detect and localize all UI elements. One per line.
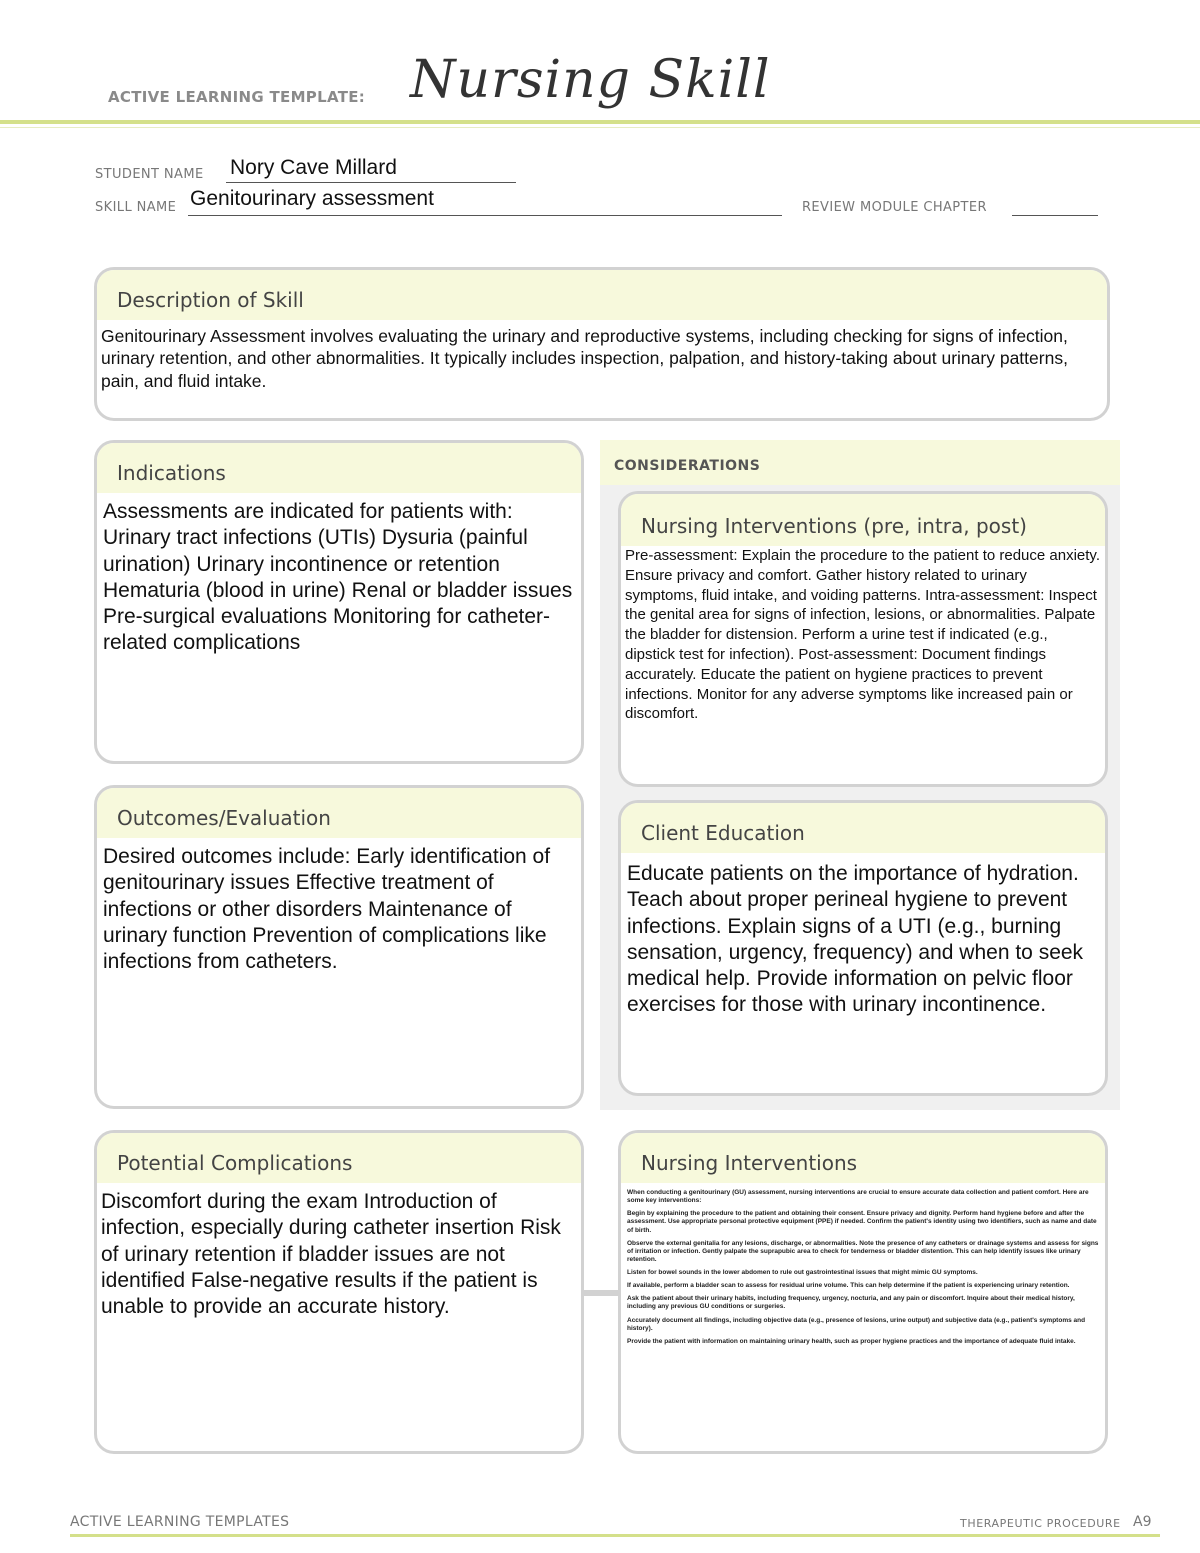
nursing-interventions-paragraph: Begin by explaining the procedure to the patient and obtaining their consent. Ensure privacy and dignity. Perform hand hygiene before and after the assessment. Use appropriate personal protective equipment (PPE) if needed. Confirm the patient's identity using two identifiers, such as name and date of birth.: [627, 1210, 1097, 1234]
nursing-interventions-prepost-box: [618, 491, 1108, 787]
complications-text: Discomfort during the exam Introduction of infection, especially during catheter insertion Risk of urinary retention if bladder issues are not identified False-negative results if the patient is unable to provide an accurate history.: [101, 1190, 561, 1318]
complications-box: [94, 1130, 584, 1454]
description-heading: Description of Skill: [97, 270, 1107, 320]
nursing-interventions-paragraph: If available, perform a bladder scan to assess for residual urine volume. This can help determine if the patient is experiencing urinary retention.: [627, 1282, 1070, 1290]
header-rule-thin: [0, 127, 1200, 128]
student-name-label: STUDENT NAME: [95, 167, 204, 182]
footer-rule: [70, 1534, 1160, 1537]
considerations-heading: CONSIDERATIONS: [614, 458, 761, 474]
outcomes-heading: Outcomes/Evaluation: [97, 788, 581, 838]
nursing-interventions-paragraph: Observe the external genitalia for any lesions, discharge, or abnormalities. Note the presence of any catheters or drainage systems and assess for signs of irritation or infection. Gently palpate the suprapubic area to check for tenderness or bladder distention. This can help identify issues like urinary retention.: [627, 1239, 1099, 1263]
indications-text: Assessments are indicated for patients with: Urinary tract infections (UTIs) Dysuria (painful urination) Urinary incontinence or retention Hematuria (blood in urine) Renal or bladder issues Pre-surgical evaluations Monitoring for catheter-related complications: [103, 500, 573, 655]
description-box: [94, 267, 1110, 421]
review-module-line: [1012, 215, 1098, 216]
student-name-line: [226, 182, 516, 183]
nursing-interventions-heading: Nursing Interventions: [621, 1133, 1105, 1183]
nursing-interventions-paragraph: When conducting a genitourinary (GU) assessment, nursing interventions are crucial to ensure accurate data collection and patient comfort. Here are some key interventions:: [627, 1189, 1089, 1205]
skill-name-label: SKILL NAME: [95, 200, 177, 215]
skill-name-line: [188, 215, 782, 216]
footer-procedure-label: THERAPEUTIC PROCEDURE: [960, 1517, 1121, 1530]
indications-box: [94, 440, 584, 764]
nursing-interventions-paragraph: Listen for bowel sounds in the lower abdomen to rule out gastrointestinal issues that might mimic GU symptoms.: [627, 1269, 978, 1276]
client-education-text: Educate patients on the importance of hydration. Teach about proper perineal hygiene to prevent infections. Explain signs of a UTI (e.g., burning sensation, urgency, frequency) and when to seek medical help. Provide information on pelvic floor exercises for those with urinary incontinence.: [627, 862, 1084, 1017]
nursing-interventions-paragraph: Ask the patient about their urinary habits, including frequency, urgency, nocturia, and any pain or discomfort. Inquire about their medical history, including any previous GU conditions or surgeries.: [627, 1295, 1075, 1311]
outcomes-box: [94, 785, 584, 1109]
connector-bar: [583, 1290, 619, 1296]
nursing-interventions-paragraph: Provide the patient with information on maintaining urinary health, such as proper hygiene practices and the importance of adequate fluid intake.: [627, 1337, 1076, 1345]
nursing-interventions-body: [621, 1183, 1105, 1357]
review-module-label: REVIEW MODULE CHAPTER: [802, 200, 987, 215]
nursing-interventions-box: [618, 1130, 1108, 1454]
footer-label: ACTIVE LEARNING TEMPLATES: [70, 1514, 290, 1530]
template-label: ACTIVE LEARNING TEMPLATE:: [108, 88, 366, 106]
template-title: Nursing Skill: [410, 50, 771, 110]
nursing-interventions-prepost-text: Pre-assessment: Explain the procedure to the patient to reduce anxiety. Ensure privacy and comfort. Gather history related to urinary symptoms, fluid intake, and voiding patterns. Intra-assessment: Inspect the genital area for signs of infection, lesions, or abnormalities. Palpate the bladder for distension. Perform a urine test if indicated (e.g., dipstick test for infection). Post-assessment: Document findings accurately. Educate the patient on hygiene practices to prevent infections. Monitor for any adverse symptoms like increased pain or discomfort.: [625, 547, 1100, 723]
client-education-heading: Client Education: [621, 803, 1105, 853]
student-name-field[interactable]: Nory Cave Millard: [230, 156, 397, 179]
nursing-interventions-prepost-heading: Nursing Interventions (pre, intra, post): [621, 494, 1105, 546]
description-text: Genitourinary Assessment involves evaluating the urinary and reproductive systems, including checking for signs of infection, urinary retention, and other abnormalities. It typically includes inspection, palpation, and history-taking about urinary patterns, pain, and fluid intake.: [101, 326, 1068, 391]
header-rule: [0, 120, 1200, 124]
complications-heading: Potential Complications: [97, 1133, 581, 1183]
nursing-interventions-paragraph: Accurately document all findings, including objective data (e.g., presence of lesions, urine output) and subjective data (e.g., patient's symptoms and history).: [627, 1316, 1086, 1332]
indications-heading: Indications: [97, 443, 581, 493]
client-education-box: [618, 800, 1108, 1096]
outcomes-text: Desired outcomes include: Early identification of genitourinary issues Effective treatment of infections or other disorders Maintenance of urinary function Prevention of complications like infections from catheters.: [103, 845, 551, 973]
footer-page-number: A9: [1133, 1514, 1152, 1530]
skill-name-field[interactable]: Genitourinary assessment: [190, 187, 434, 210]
